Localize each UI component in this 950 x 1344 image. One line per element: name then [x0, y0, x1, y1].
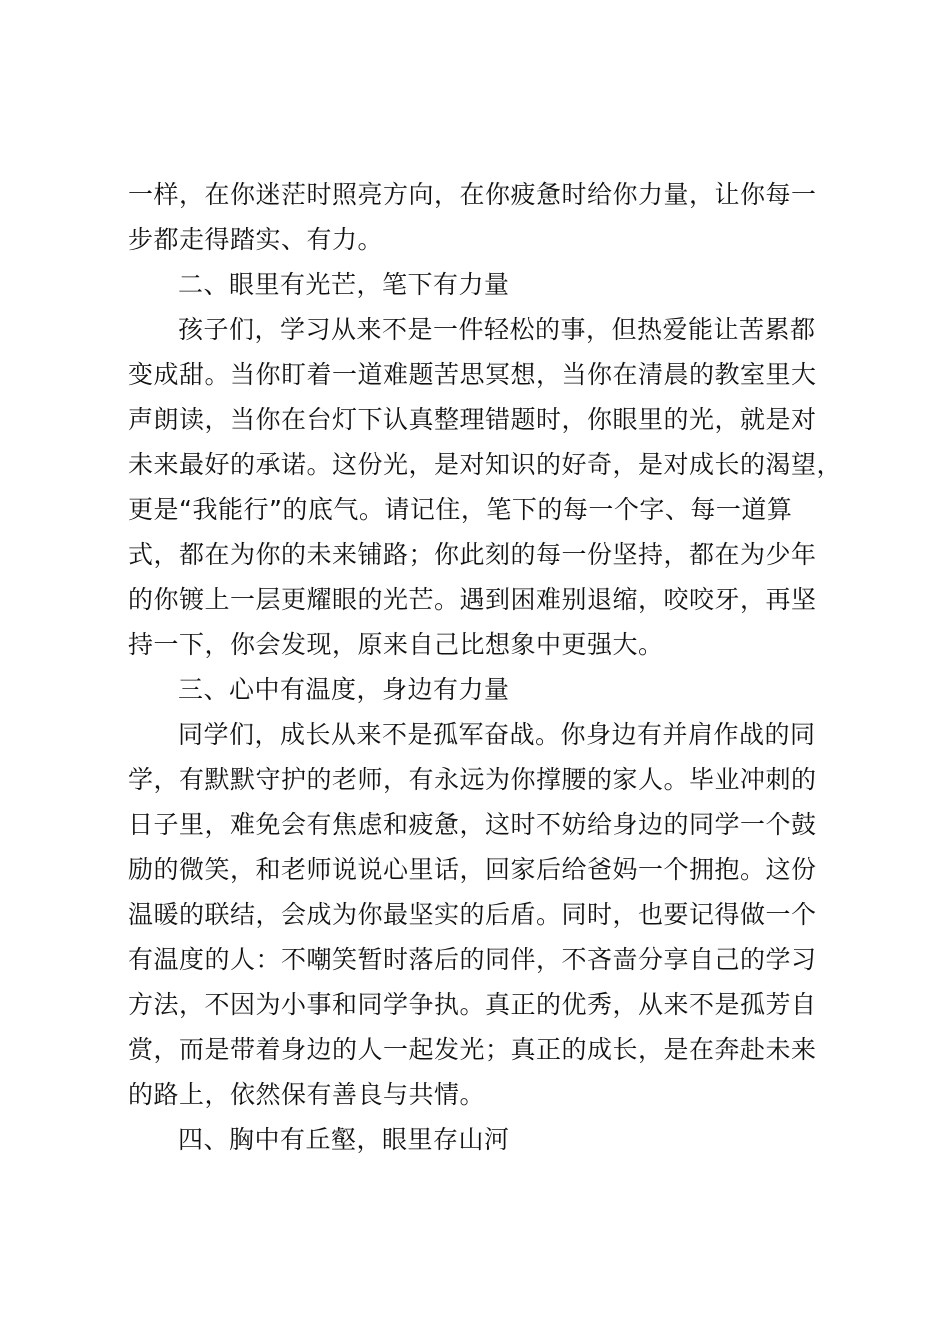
- paragraph-line: 赏，而是带着身边的人一起发光；真正的成长，是在奔赴未来: [128, 1035, 817, 1064]
- section-heading-2: 二、眼里有光芒，笔下有力量: [178, 270, 510, 299]
- paragraph-line: 的路上，依然保有善良与共情。: [128, 1080, 486, 1109]
- section-heading-4: 四、胸中有丘壑，眼里存山河: [178, 1125, 510, 1154]
- paragraph-line: 日子里，难免会有焦虑和疲惫，这时不妨给身边的同学一个鼓: [128, 810, 817, 839]
- paragraph-line: 步都走得踏实、有力。: [128, 225, 384, 254]
- paragraph-line: 温暖的联结，会成为你最坚实的后盾。同时，也要记得做一个: [128, 900, 817, 929]
- paragraph-line: 未来最好的承诺。这份光，是对知识的好奇，是对成长的渴望，: [128, 450, 843, 479]
- paragraph-line: 学，有默默守护的老师，有永远为你撑腰的家人。毕业冲刺的: [128, 765, 817, 794]
- paragraph-line: 式，都在为你的未来铺路；你此刻的每一份坚持，都在为少年: [128, 540, 817, 569]
- paragraph-line: 的你镀上一层更耀眼的光芒。遇到困难别退缩，咬咬牙，再坚: [128, 585, 817, 614]
- paragraph-line: 孩子们，学习从来不是一件轻松的事，但热爱能让苦累都: [178, 315, 816, 344]
- paragraph-line: 方法，不因为小事和同学争执。真正的优秀，从来不是孤芳自: [128, 990, 817, 1019]
- paragraph-line: 变成甜。当你盯着一道难题苦思冥想，当你在清晨的教室里大: [128, 360, 817, 389]
- paragraph-line: 持一下，你会发现，原来自己比想象中更强大。: [128, 630, 664, 659]
- paragraph-line: 声朗读，当你在台灯下认真整理错题时，你眼里的光，就是对: [128, 405, 817, 434]
- paragraph-line: 更是“我能行”的底气。请记住，笔下的每一个字、每一道算: [128, 495, 793, 524]
- section-heading-3: 三、心中有温度，身边有力量: [178, 675, 510, 704]
- paragraph-line: 同学们，成长从来不是孤军奋战。你身边有并肩作战的同: [178, 720, 816, 749]
- paragraph-line: 一样，在你迷茫时照亮方向，在你疲惫时给你力量，让你每一: [128, 180, 817, 209]
- paragraph-line: 励的微笑，和老师说说心里话，回家后给爸妈一个拥抱。这份: [128, 855, 817, 884]
- paragraph-line: 有温度的人：不嘲笑暂时落后的同伴，不吝啬分享自己的学习: [128, 945, 817, 974]
